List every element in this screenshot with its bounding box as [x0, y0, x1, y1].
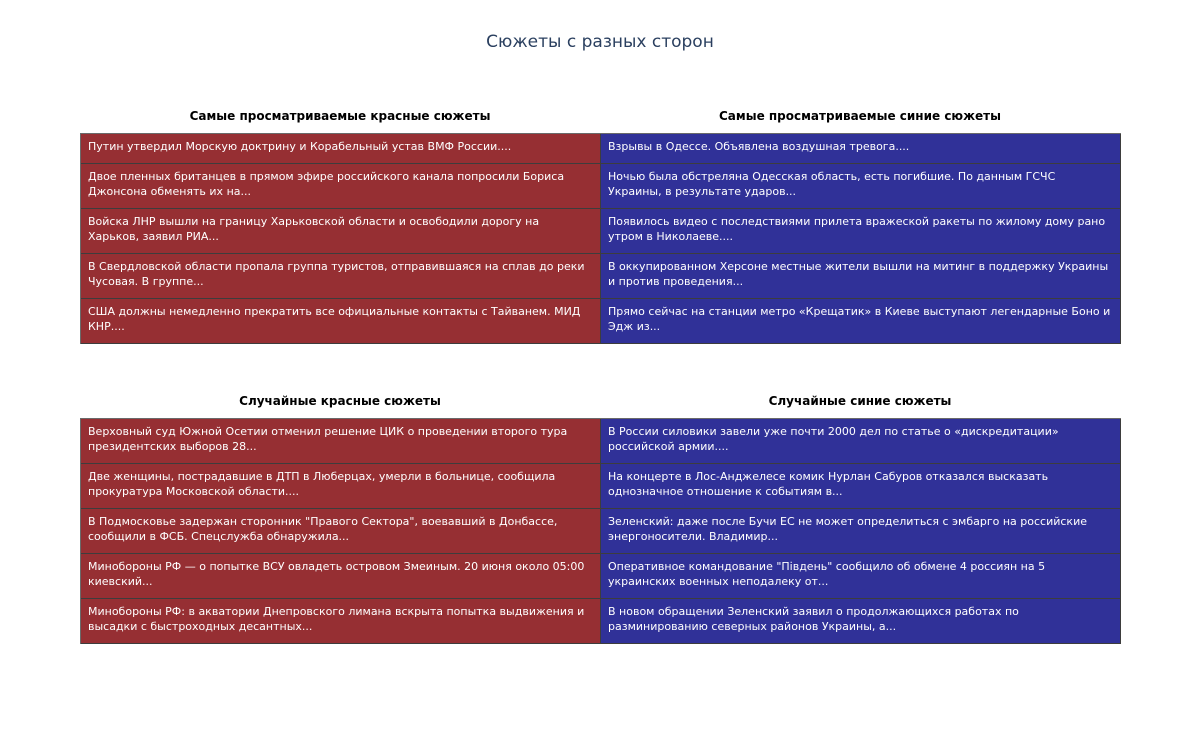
- blue-story-cell[interactable]: Ночью была обстреляна Одесская область, есть погибшие. По данным ГСЧС Украины, в результате ударов...: [601, 164, 1121, 209]
- most-viewed-blue-column: [601, 134, 1121, 344]
- blue-story-cell[interactable]: Прямо сейчас на станции метро «Крещатик» в Киеве выступают легендарные Боно и Эдж из...: [601, 299, 1121, 344]
- blue-story-cell[interactable]: В оккупированном Херсоне местные жители вышли на митинг в поддержку Украины и против проведения...: [601, 254, 1121, 299]
- red-story-cell[interactable]: США должны немедленно прекратить все официальные контакты с Тайванем. МИД КНР....: [81, 299, 601, 344]
- blue-story-cell[interactable]: В новом обращении Зеленский заявил о продолжающихся работах по разминированию северных районов Украины, а...: [601, 599, 1121, 644]
- red-story-cell[interactable]: Минобороны РФ: в акватории Днепровского лимана вскрыта попытка выдвижения и высадки с быстроходных десантных...: [81, 599, 601, 644]
- red-story-cell[interactable]: Войска ЛНР вышли на границу Харьковской области и освободили дорогу на Харьков, заявил РИА...: [81, 209, 601, 254]
- most-viewed-section: [80, 104, 1121, 344]
- most-viewed-table: [80, 133, 1121, 344]
- blue-story-cell[interactable]: Взрывы в Одессе. Объявлена воздушная тревога....: [601, 134, 1121, 164]
- red-story-cell[interactable]: Две женщины, пострадавшие в ДТП в Люберцах, умерли в больнице, сообщила прокуратура Московской области....: [81, 464, 601, 509]
- red-story-cell[interactable]: Путин утвердил Морскую доктрину и Корабельный устав ВМФ России....: [81, 134, 601, 164]
- random-red-column: [81, 419, 601, 644]
- red-story-cell[interactable]: Двое пленных британцев в прямом эфире российского канала попросили Бориса Джонсона обменять их на...: [81, 164, 601, 209]
- red-story-cell[interactable]: В Подмосковье задержан сторонник "Правого Сектора", воевавший в Донбассе, сообщили в ФСБ. Спецслужба обнаружила...: [81, 509, 601, 554]
- red-story-cell[interactable]: В Свердловской области пропала группа туристов, отправившаяся на сплав до реки Чусовая. В группе...: [81, 254, 601, 299]
- most-viewed-red-header: Самые просматриваемые красные сюжеты: [189, 109, 491, 123]
- random-blue-column: [601, 419, 1121, 644]
- most-viewed-headers: [80, 104, 1121, 133]
- blue-story-cell[interactable]: Оперативное командование "Південь" сообщило об обмене 4 россиян на 5 украинских военных неподалеку от...: [601, 554, 1121, 599]
- page-title: Сюжеты с разных сторон: [486, 32, 714, 52]
- random-headers: [80, 389, 1121, 418]
- random-section: [80, 389, 1121, 644]
- random-blue-header: Случайные синие сюжеты: [768, 394, 952, 408]
- random-red-header: Случайные красные сюжеты: [239, 394, 441, 408]
- red-story-cell[interactable]: Минобороны РФ — о попытке ВСУ овладеть островом Змеиным. 20 июня около 05:00 киевский...: [81, 554, 601, 599]
- most-viewed-blue-header: Самые просматриваемые синие сюжеты: [719, 109, 1001, 123]
- blue-story-cell[interactable]: Появилось видео с последствиями прилета вражеской ракеты по жилому дому рано утром в Николаеве....: [601, 209, 1121, 254]
- most-viewed-red-column: [81, 134, 601, 344]
- random-table: [80, 418, 1121, 644]
- red-story-cell[interactable]: Верховный суд Южной Осетии отменил решение ЦИК о проведении второго тура президентских выборов 28...: [81, 419, 601, 464]
- blue-story-cell[interactable]: В России силовики завели уже почти 2000 дел по статье о «дискредитации» российской армии....: [601, 419, 1121, 464]
- blue-story-cell[interactable]: На концерте в Лос-Анджелесе комик Нурлан Сабуров отказался высказать однозначное отношение к событиям в...: [601, 464, 1121, 509]
- blue-story-cell[interactable]: Зеленский: даже после Бучи ЕС не может определиться с эмбарго на российские энергоносители. Владимир...: [601, 509, 1121, 554]
